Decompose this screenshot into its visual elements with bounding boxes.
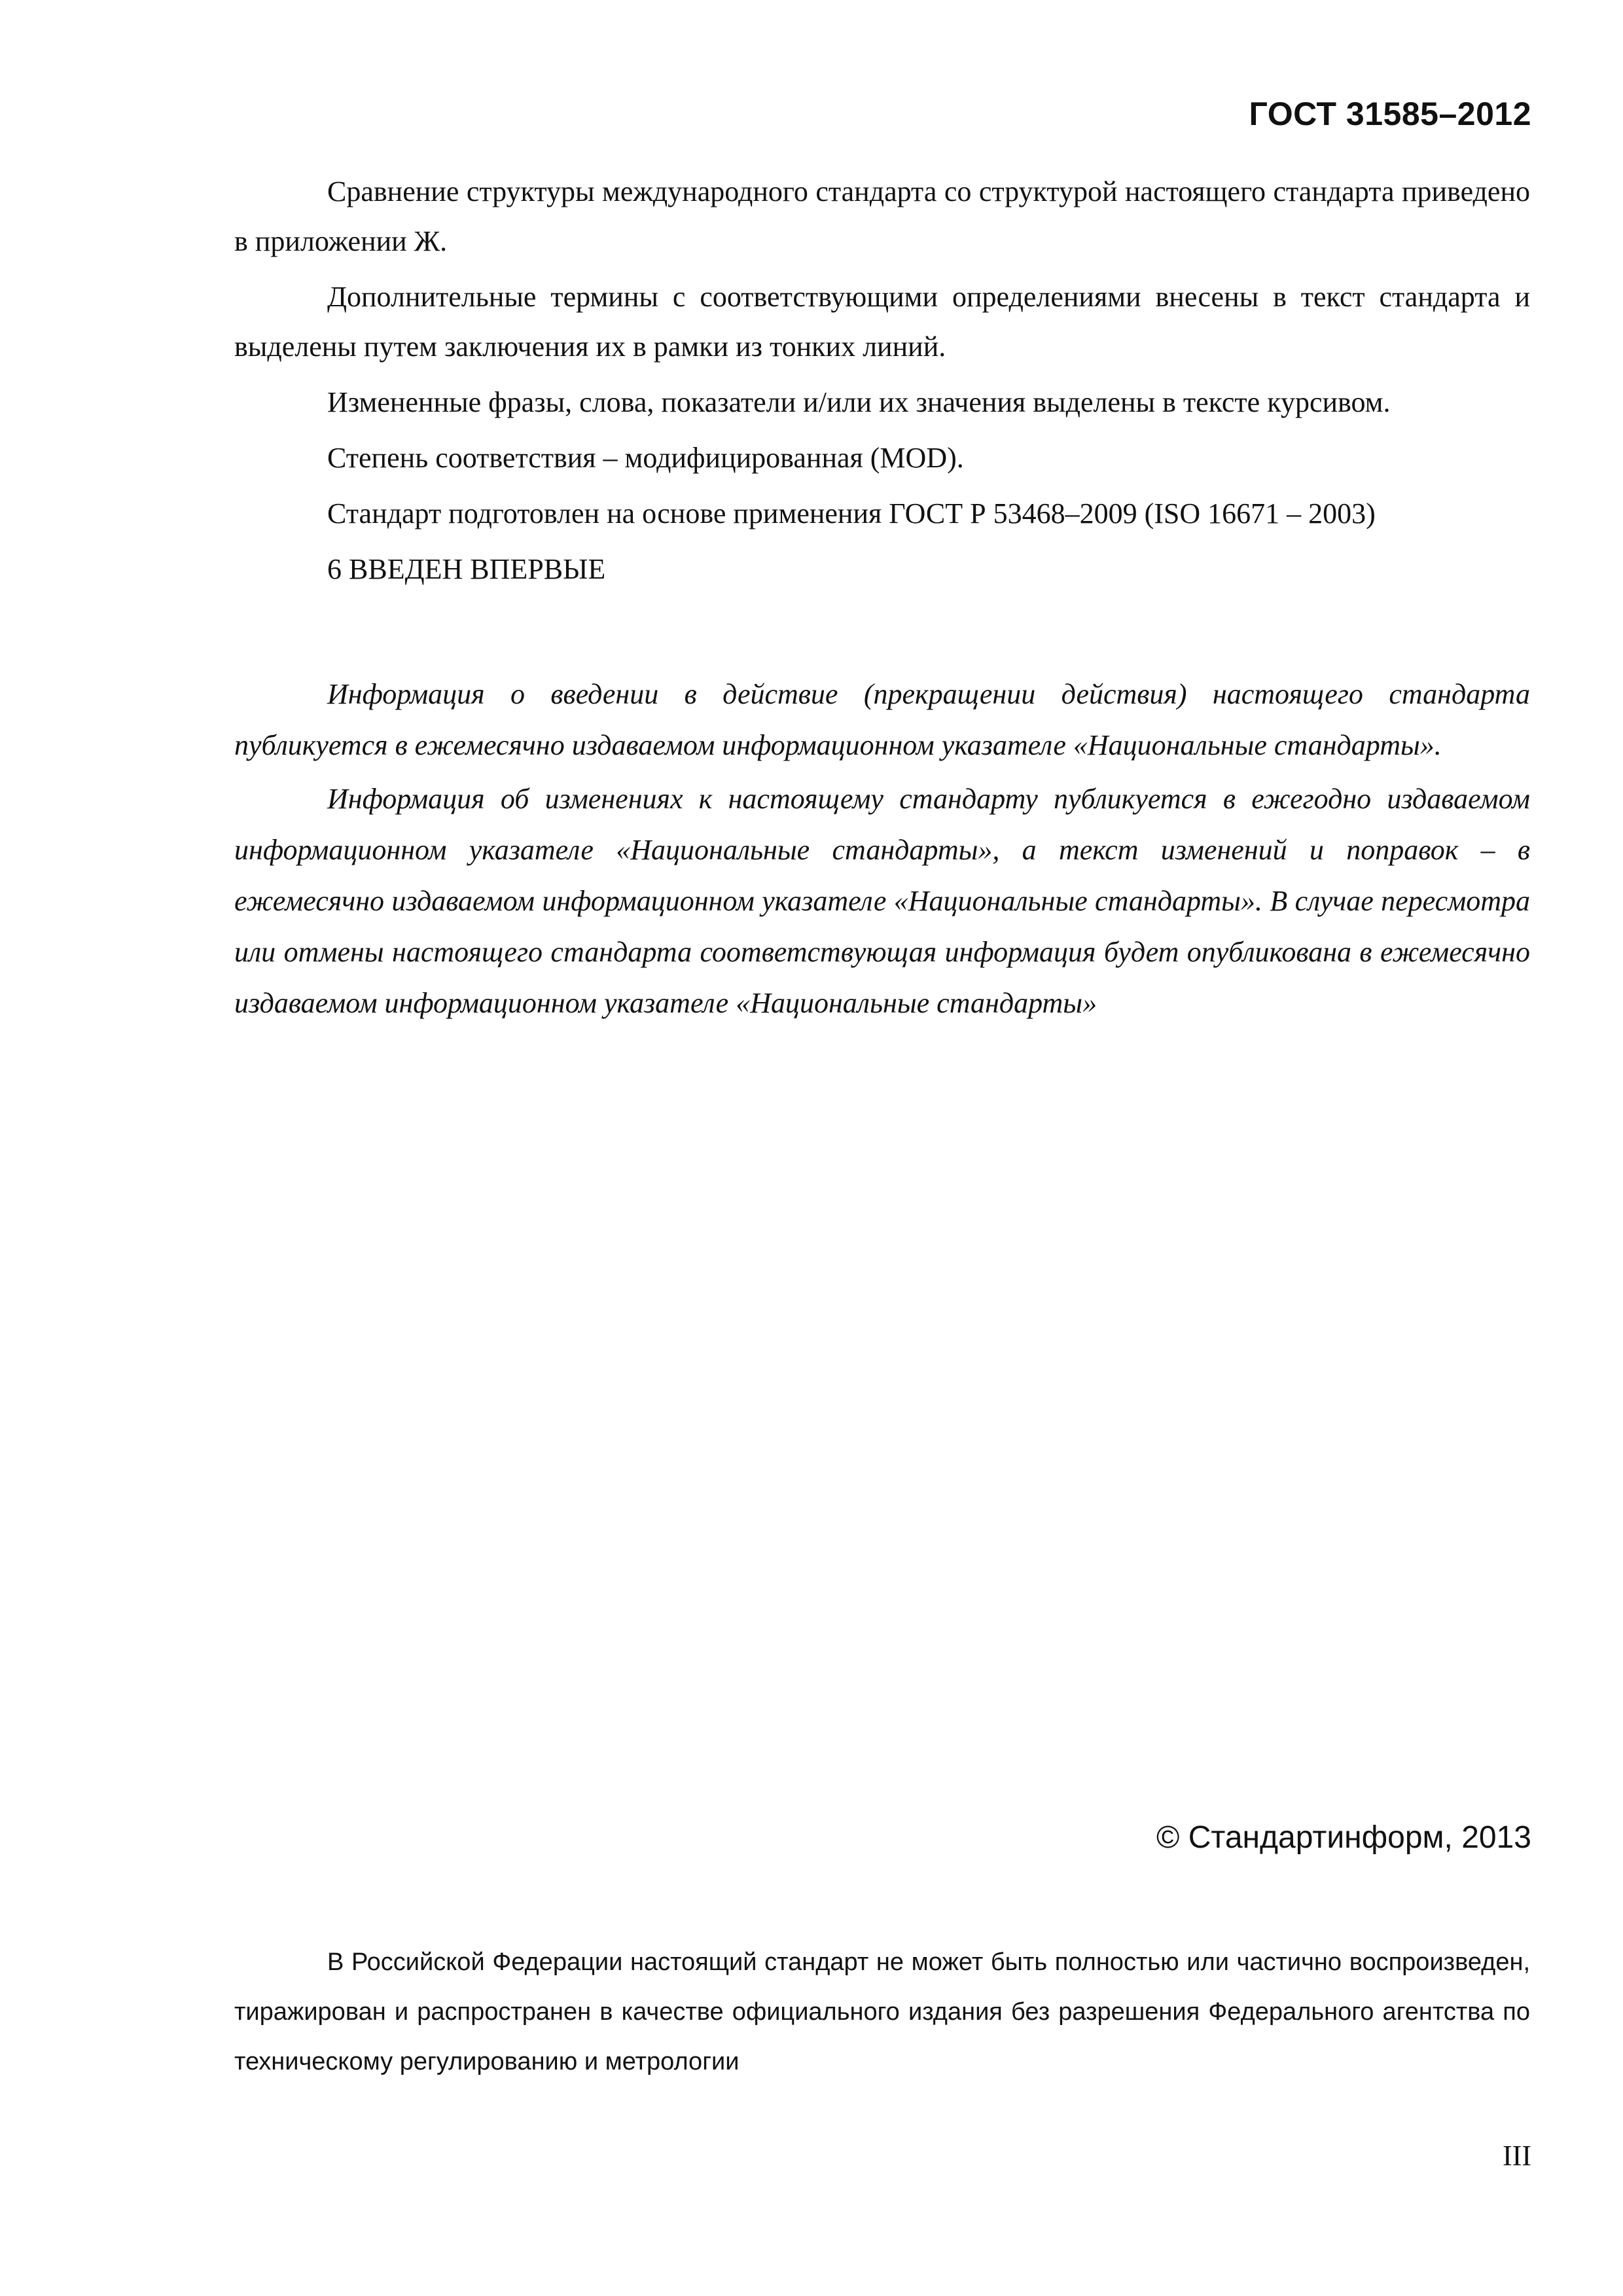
section-6-heading: 6 ВВЕДЕН ВПЕРВЫЕ (327, 553, 606, 585)
publication-info-block (234, 669, 1530, 1029)
info-paragraph: Информация об изменениях к настоящему стандарту публикуется в ежегодно издаваемом информационном указателе «Национальные стандарты», а текст изменений и поправок – в ежемесячно издаваемом информационном указателе «Национальные стандарты». В случае пересмотра или отмены настоящего стандарта соответствующая информация будет опубликована в ежемесячно издаваемом информационном указателе «Национальные стандарты» (234, 783, 1530, 1019)
reproduction-notice (234, 1937, 1530, 2087)
document-code-header: ГОСТ 31585–2012 (1249, 96, 1531, 132)
preface-paragraph: Степень соответствия – модифицированная (MOD). (327, 442, 964, 474)
preface-paragraph: Сравнение структуры международного стандарта со структурой настоящего стандарта приведено в приложении Ж. (234, 175, 1530, 257)
page-number: III (1503, 2140, 1531, 2172)
info-paragraph: Информация о введении в действие (прекращении действия) настоящего стандарта публикуется в ежемесячно издаваемом информационном указателе «Национальные стандарты». (234, 678, 1530, 761)
preface-paragraph: Стандарт подготовлен на основе применения ГОСТ Р 53468–2009 (ISO 16671 – 2003) (327, 497, 1376, 529)
notice-paragraph: В Российской Федерации настоящий стандарт не может быть полностью или частично воспроизведен, тиражирован и распространен в качестве официального издания без разрешения Федерального агентства по техническому регулированию и метрологии (234, 1948, 1530, 2075)
preface-paragraph: Дополнительные термины с соответствующими определениями внесены в текст стандарта и выделены путем заключения их в рамки из тонких линий. (234, 281, 1530, 363)
preface-paragraph: Измененные фразы, слова, показатели и/или их значения выделены в тексте курсивом. (327, 386, 1391, 418)
preface-block (234, 167, 1530, 594)
copyright-line: © Стандартинформ, 2013 (1156, 1820, 1531, 1855)
